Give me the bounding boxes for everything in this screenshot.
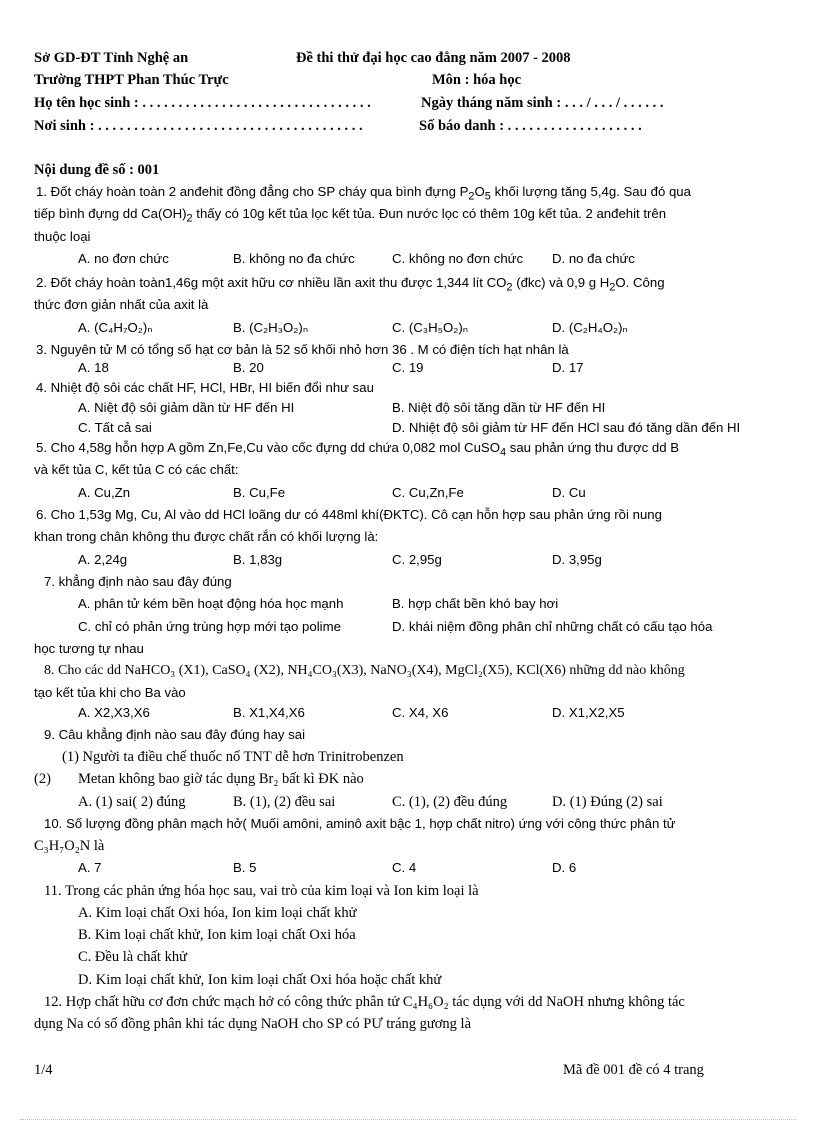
- question-10-line-2: C₃H₇O₂N là: [34, 838, 105, 854]
- q6-option-d[interactable]: D. 3,95g: [552, 552, 602, 567]
- q4-option-d[interactable]: D. Nhiệt độ sôi giảm từ HF đến HCl sau đó tăng dần đến HI: [392, 420, 741, 435]
- q8-option-a[interactable]: A. X2,X3,X6: [78, 705, 150, 720]
- q1-option-b[interactable]: B. không no đa chức: [233, 251, 355, 266]
- q10-option-d[interactable]: D. 6: [552, 860, 577, 875]
- exam-code: Mã đề 001 đề có 4 trang: [563, 1062, 704, 1078]
- question-3: 3. Nguyên tử M có tổng số hạt cơ bản là 52 số khối nhỏ hơn 36 . M có điện tích hạt nhân là: [36, 342, 569, 357]
- exam-title: Đề thi thử đại học cao đẳng năm 2007 - 2008: [296, 50, 571, 66]
- question-11: 11. Trong các phản ứng hóa học sau, vai trò của kim loại và Ion kim loại là: [44, 883, 479, 899]
- q2-option-d[interactable]: D. (C₂H₄O₂)ₙ: [552, 320, 628, 335]
- question-4: 4. Nhiệt độ sôi các chất HF, HCl, HBr, HI biến đổi như sau: [36, 380, 374, 395]
- question-2-line-2: thức đơn giản nhất của axit là: [34, 297, 209, 312]
- question-5: 5. Cho 4,58g hỗn hợp A gồm Zn,Fe,Cu vào cốc đựng dd chứa 0,082 mol CuSO$_4$ sau phản ứng thu được dd B: [36, 440, 680, 459]
- question-8: 8. Cho các dd NaHCO₃ (X1), CaSO₄ (X2), NH₄CO₃(X3), NaNO₃(X4), MgCl₂(X5), KCl(X6) những dd nào không: [44, 663, 685, 678]
- question-12-line-2: dụng Na có số đồng phân khi tác dụng NaOH cho SP có PƯ tráng gương là: [34, 1016, 472, 1032]
- q3-option-d[interactable]: D. 17: [552, 360, 584, 375]
- q7-option-c[interactable]: C. chỉ có phản ứng trùng hợp mới tạo polime: [78, 619, 341, 634]
- q5-option-a[interactable]: A. Cu,Zn: [78, 485, 131, 500]
- question-1-line-2: tiếp bình đựng dd $Ca(OH)_2$ thấy có 10g kết tủa lọc kết tủa. Đun nước lọc có thêm 10g kết tủa. 2 anđehit trên: [34, 206, 667, 225]
- question-6: 6. Cho 1,53g Mg, Cu, Al vào dd HCl loãng dư có 448ml khí(ĐKTC). Cô cạn hỗn hợp sau phản ứng rồi nung: [36, 507, 662, 522]
- q1-option-a[interactable]: A. no đơn chức: [78, 251, 169, 266]
- q7-option-a[interactable]: A. phân tử kém bền hoạt động hóa học mạnh: [78, 596, 344, 611]
- question-5-line-2: và kết tủa C, kết tủa C có các chất:: [34, 462, 239, 477]
- q11-option-c[interactable]: C. Đều là chất khử: [78, 949, 187, 965]
- page-bottom-divider: [20, 1119, 796, 1120]
- q9-option-a[interactable]: A. (1) sai( 2) đúng: [78, 794, 186, 810]
- q7-option-d[interactable]: D. khái niệm đồng phân chỉ những chất có cấu tạo hóa: [392, 619, 713, 634]
- question-6-line-2: khan trong chân không thu được chất rắn có khối lượng là:: [34, 529, 379, 544]
- question-2: 2. Đốt cháy hoàn toàn1,46g một axit hữu cơ nhiều lần axit thu được 1,344 lít $CO_2$ (đkc) và 0,9 g $H_2O$. Công: [36, 275, 665, 294]
- q2-option-b[interactable]: B. (C₂H₃O₂)ₙ: [233, 320, 309, 335]
- q9-statement-2-number: (2): [34, 771, 51, 787]
- question-8-line-2: tạo kết tủa khi cho Ba vào: [34, 685, 186, 700]
- q6-option-b[interactable]: B. 1,83g: [233, 552, 283, 567]
- q7-option-d-continued: học tương tự nhau: [34, 641, 144, 656]
- school-name: Trường THPT Phan Thúc Trực: [34, 72, 229, 88]
- question-12: 12. Hợp chất hữu cơ đơn chức mạch hở có công thức phân tử C₄H₆O₂ tác dụng với dd NaOH nhưng không tác: [44, 994, 685, 1010]
- q8-option-d[interactable]: D. X1,X2,X5: [552, 705, 625, 720]
- q11-option-d[interactable]: D. Kim loại chất khử, Ion kim loại chất Oxi hóa hoặc chất khử: [78, 972, 442, 988]
- q10-option-b[interactable]: B. 5: [233, 860, 257, 875]
- page-number: 1/4: [34, 1062, 53, 1078]
- birthplace-field: Nơi sinh : . . . . . . . . . . . . . . . . . . . . . . . . . . . . . . . . . . . . .: [34, 118, 363, 134]
- q9-option-d[interactable]: D. (1) Đúng (2) sai: [552, 794, 663, 810]
- q3-option-a[interactable]: A. 18: [78, 360, 109, 375]
- subject: Môn : hóa học: [432, 72, 522, 88]
- student-name-field: Họ tên học sinh : . . . . . . . . . . . . . . . . . . . . . . . . . . . . . . . .: [34, 95, 371, 111]
- question-1: 1. Đốt cháy hoàn toàn 2 anđehit đồng đẳng cho SP cháy qua bình đựng $P_2O_5$ khối lượng tăng 5,4g. Sau đó qua: [36, 184, 691, 203]
- q2-option-a[interactable]: A. (C₄H₇O₂)ₙ: [78, 320, 153, 335]
- candidate-number-field: Số báo danh : . . . . . . . . . . . . . . . . . . .: [419, 118, 642, 134]
- q9-option-c[interactable]: C. (1), (2) đều đúng: [392, 794, 508, 810]
- q9-statement-1: (1) Người ta điều chế thuốc nổ TNT dễ hơn Trinitrobenzen: [62, 749, 404, 765]
- q8-option-b[interactable]: B. X1,X4,X6: [233, 705, 305, 720]
- dept-name: Sở GD-ĐT Tỉnh Nghệ an: [34, 50, 189, 66]
- q4-option-b[interactable]: B. Niệt độ sôi tăng dần từ HF đến HI: [392, 400, 606, 415]
- q6-option-a[interactable]: A. 2,24g: [78, 552, 128, 567]
- q10-option-c[interactable]: C. 4: [392, 860, 417, 875]
- q8-option-c[interactable]: C. X4, X6: [392, 705, 449, 720]
- q9-statement-2: Metan không bao giờ tác dụng Br₂ bất kì ĐK nào: [78, 771, 364, 787]
- q11-option-b[interactable]: B. Kim loại chất khử, Ion kim loại chất Oxi hóa: [78, 927, 356, 943]
- q6-option-c[interactable]: C. 2,95g: [392, 552, 442, 567]
- q5-option-c[interactable]: C. Cu,Zn,Fe: [392, 485, 464, 500]
- q5-option-b[interactable]: B. Cu,Fe: [233, 485, 286, 500]
- question-7: 7. khẳng định nào sau đây đúng: [44, 574, 232, 589]
- q1-option-c[interactable]: C. không no đơn chức: [392, 251, 524, 266]
- q11-option-a[interactable]: A. Kim loại chất Oxi hóa, Ion kim loại chất khử: [78, 905, 357, 921]
- q2-option-c[interactable]: C. (C₃H₅O₂)ₙ: [392, 320, 468, 335]
- content-heading: Nội dung đề số : 001: [34, 162, 160, 178]
- dob-field: Ngày tháng năm sinh : . . . / . . . / . . . . . .: [421, 95, 664, 111]
- question-9: 9. Câu khẳng định nào sau đây đúng hay sai: [44, 727, 306, 742]
- q10-option-a[interactable]: A. 7: [78, 860, 102, 875]
- q3-option-c[interactable]: C. 19: [392, 360, 424, 375]
- q4-option-c[interactable]: C. Tất cả sai: [78, 420, 152, 435]
- q4-option-a[interactable]: A. Niệt độ sôi giảm dần từ HF đến HI: [78, 400, 295, 415]
- question-1-line-3: thuộc loại: [34, 229, 91, 244]
- q9-option-b[interactable]: B. (1), (2) đều sai: [233, 794, 336, 810]
- q1-option-d[interactable]: D. no đa chức: [552, 251, 635, 266]
- question-10: 10. Số lượng đồng phân mạch hở( Muối amôni, aminô axit bậc 1, hợp chất nitro) ứng với công thức phân tử: [44, 816, 676, 831]
- q3-option-b[interactable]: B. 20: [233, 360, 264, 375]
- q7-option-b[interactable]: B. hợp chất bền khó bay hơi: [392, 596, 559, 611]
- q5-option-d[interactable]: D. Cu: [552, 485, 586, 500]
